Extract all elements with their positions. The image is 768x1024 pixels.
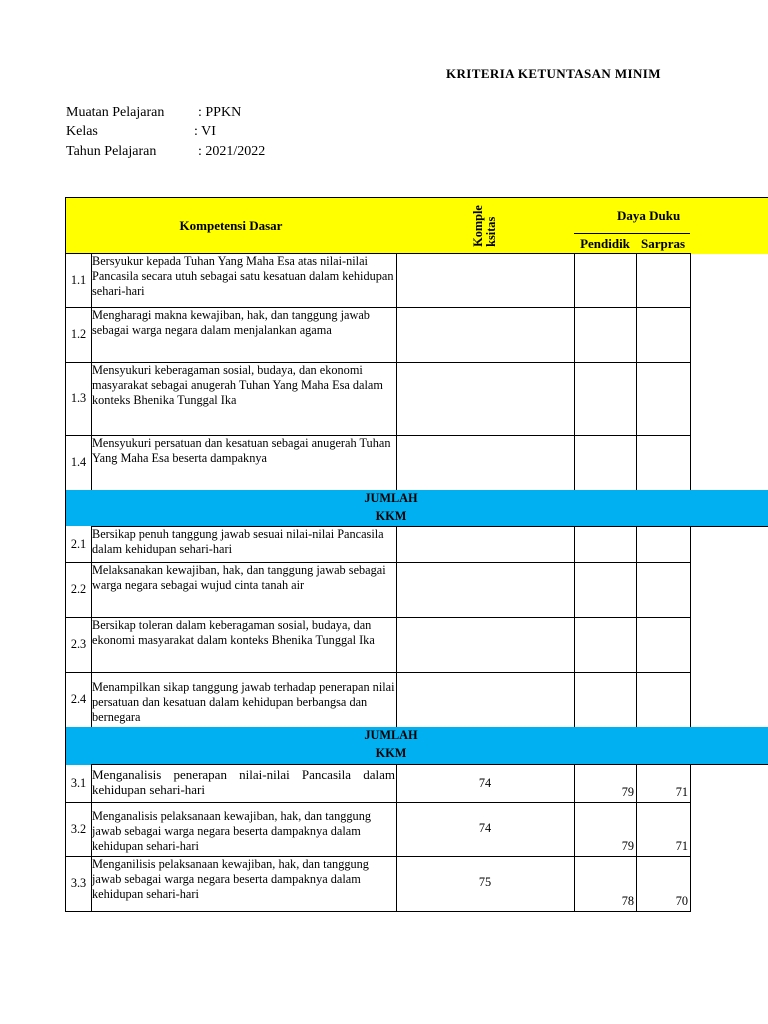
pendidik-cell (574, 526, 637, 563)
sarpras-cell (636, 562, 691, 618)
sarpras-cell (636, 435, 691, 491)
meta-tahun-pelajaran (66, 144, 266, 160)
pendidik-cell: 79 (574, 764, 637, 803)
sarpras-cell: 71 (636, 802, 691, 857)
row-number: 2.1 (65, 526, 92, 563)
sarpras-cell (636, 253, 691, 308)
kompleksitas-cell (396, 253, 575, 308)
document-title: KRITERIA KETUNTASAN MINIM (446, 66, 661, 81)
kd-text: Menganalisis penerapan nilai-nilai Pancasila dalam kehidupan sehari-hari (91, 764, 397, 803)
sarpras-cell (636, 526, 691, 563)
row-number: 1.2 (65, 307, 92, 363)
meta-value: : PPKN (198, 105, 242, 120)
header-kompleksitas: Komple ksitas (396, 197, 575, 254)
kd-text: Bersikap penuh tanggung jawab sesuai nilai-nilai Pancasila dalam kehidupan sehari-hari (91, 526, 397, 563)
kompleksitas-cell (396, 526, 575, 563)
header-daya-dukung: Daya Duku (574, 197, 768, 233)
pendidik-cell: 79 (574, 802, 637, 857)
pendidik-cell (574, 435, 637, 491)
kompleksitas-cell (396, 307, 575, 363)
sarpras-cell (636, 672, 691, 728)
pendidik-cell (574, 672, 637, 728)
kd-text: Mensyukuri keberagaman sosial, budaya, dan ekonomi masyarakat sebagai anugerah Tuhan Yang Maha Esa dalam konteks Bhenika Tunggal Ika (91, 362, 397, 436)
kompleksitas-cell: 75 (396, 856, 575, 912)
row-number: 1.4 (65, 435, 92, 491)
row-number: 2.3 (65, 617, 92, 673)
pendidik-cell (574, 562, 637, 618)
summary-spacer (65, 490, 92, 526)
kompleksitas-cell (396, 362, 575, 436)
row-number: 1.3 (65, 362, 92, 436)
kd-text: Bersyukur kepada Tuhan Yang Maha Esa atas nilai-nilai Pancasila secara utuh sebagai satu kesatuan dalam kehidupan sehari-hari (91, 253, 397, 308)
row-number: 3.1 (65, 764, 92, 803)
summary-spacer (65, 727, 92, 765)
pendidik-cell: 78 (574, 856, 637, 912)
meta-value: : 2021/2022 (198, 144, 266, 159)
sarpras-cell: 71 (636, 764, 691, 803)
meta-value: : VI (194, 124, 216, 139)
kompleksitas-cell (396, 617, 575, 673)
kd-text: Menganilisis pelaksanaan kewajiban, hak, dan tanggung jawab sebagai warga negara beserta dampaknya dalam kehidupan sehari-hari (91, 856, 397, 912)
kompleksitas-cell (396, 435, 575, 491)
pendidik-cell (574, 617, 637, 673)
kkm-row: KKM (91, 745, 768, 765)
pendidik-cell (574, 253, 637, 308)
kkm-row: KKM (91, 508, 768, 527)
kd-text: Menganalisis pelaksanaan kewajiban, hak, dan tanggung jawab sebagai warga negara beserta dampaknya dalam kehidupan sehari-hari (91, 802, 397, 857)
meta-label: Kelas (66, 124, 98, 139)
meta-kelas (66, 124, 216, 140)
row-number: 2.4 (65, 672, 92, 728)
header-kompetensi-dasar: Kompetensi Dasar (65, 197, 397, 254)
pendidik-cell (574, 362, 637, 436)
row-number: 3.2 (65, 802, 92, 857)
kompleksitas-cell (396, 672, 575, 728)
jumlah-row: JUMLAH (91, 727, 768, 746)
kompleksitas-cell: 74 (396, 764, 575, 803)
sarpras-cell: 70 (636, 856, 691, 912)
kd-text: Bersikap toleran dalam keberagaman sosial, budaya, dan ekonomi masyarakat dalam konteks Bhenika Tunggal Ika (91, 617, 397, 673)
kd-text: Menampilkan sikap tanggung jawab terhadap penerapan nilai persatuan dan kesatuan dalam kehidupan berbangsa dan bernegara (91, 672, 397, 728)
header-pendidik: Pendidik (574, 233, 637, 254)
meta-label: Muatan Pelajaran (66, 105, 165, 120)
kompleksitas-cell: 74 (396, 802, 575, 857)
meta-muatan-pelajaran (66, 105, 242, 121)
sarpras-cell (636, 362, 691, 436)
row-number: 2.2 (65, 562, 92, 618)
kd-text: Melaksanakan kewajiban, hak, dan tanggung jawab sebagai warga negara sebagai wujud cinta tanah air (91, 562, 397, 618)
kd-text: Mensyukuri persatuan dan kesatuan sebagai anugerah Tuhan Yang Maha Esa beserta dampaknya (91, 435, 397, 491)
sarpras-cell (636, 617, 691, 673)
meta-label: Tahun Pelajaran (66, 144, 157, 159)
row-number: 1.1 (65, 253, 92, 308)
row-number: 3.3 (65, 856, 92, 912)
jumlah-row: JUMLAH (91, 490, 768, 509)
kd-text: Mengharagi makna kewajiban, hak, dan tanggung jawab sebagai warga negara dalam menjalankan agama (91, 307, 397, 363)
kompleksitas-cell (396, 562, 575, 618)
sarpras-cell (636, 307, 691, 363)
pendidik-cell (574, 307, 637, 363)
header-sarpras: Sarpras (636, 233, 691, 254)
header-fill (690, 233, 768, 254)
